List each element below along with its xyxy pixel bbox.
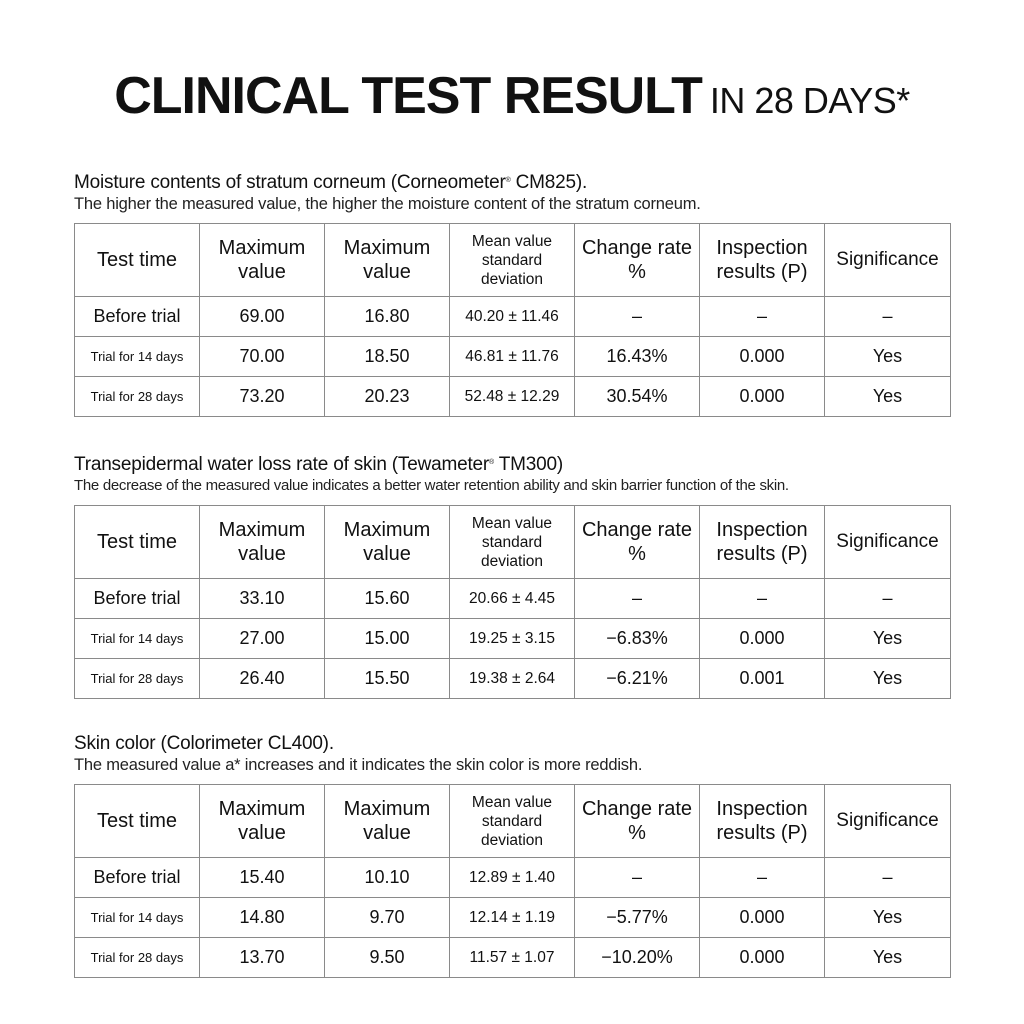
cell-p: 0.000 — [700, 938, 825, 978]
registered-mark: ® — [505, 177, 511, 184]
row-label: Before trial — [75, 858, 200, 898]
cell-max2: 18.50 — [325, 337, 450, 377]
cell-max2: 20.23 — [325, 377, 450, 417]
cell-max1: 70.00 — [200, 337, 325, 377]
cell-p: 0.000 — [700, 377, 825, 417]
cell-change: – — [575, 579, 700, 619]
cell-mean: 12.89 ± 1.40 — [450, 858, 575, 898]
cell-significance: Yes — [825, 377, 951, 417]
header-significance: Significance — [825, 785, 951, 858]
cell-max2: 9.50 — [325, 938, 450, 978]
header-maximum-value: Maximum value — [200, 224, 325, 297]
cell-mean: 40.20 ± 11.46 — [450, 297, 575, 337]
section-skin-color — [74, 731, 950, 978]
row-label: Trial for 14 days — [75, 898, 200, 938]
registered-mark: ® — [489, 459, 495, 466]
cell-mean: 12.14 ± 1.19 — [450, 898, 575, 938]
cell-p: 0.000 — [700, 337, 825, 377]
cell-p: 0.000 — [700, 898, 825, 938]
row-label: Before trial — [75, 297, 200, 337]
header-change-rate: Change rate % — [575, 785, 700, 858]
header-inspection-results: Inspection results (P) — [700, 785, 825, 858]
cell-significance: – — [825, 579, 951, 619]
cell-max2: 15.50 — [325, 659, 450, 699]
cell-p: – — [700, 579, 825, 619]
section-description: The measured value a* increases and it indicates the skin color is more reddish. — [74, 756, 643, 774]
results-table — [74, 223, 951, 417]
table-header-row — [75, 785, 951, 858]
cell-p: 0.001 — [700, 659, 825, 699]
cell-max1: 14.80 — [200, 898, 325, 938]
header-maximum-value: Maximum value — [325, 506, 450, 579]
results-table — [74, 505, 951, 699]
cell-change: – — [575, 297, 700, 337]
table-row — [75, 938, 951, 978]
header-maximum-value: Maximum value — [325, 224, 450, 297]
section-description: The higher the measured value, the higher the moisture content of the stratum corneum. — [74, 195, 701, 213]
section-heading: Transepidermal water loss rate of skin (Tewameter® TM300) — [74, 454, 564, 475]
cell-significance: Yes — [825, 898, 951, 938]
cell-max2: 9.70 — [325, 898, 450, 938]
header-mean-value: Mean value standard deviation — [450, 785, 575, 858]
header-change-rate: Change rate % — [575, 506, 700, 579]
cell-max2: 15.60 — [325, 579, 450, 619]
table-row — [75, 659, 951, 699]
cell-max1: 27.00 — [200, 619, 325, 659]
cell-significance: Yes — [825, 619, 951, 659]
cell-change: 30.54% — [575, 377, 700, 417]
section-heading: Skin color (Colorimeter CL400). — [74, 733, 334, 754]
cell-significance: Yes — [825, 659, 951, 699]
header-maximum-value: Maximum value — [200, 785, 325, 858]
table-row — [75, 898, 951, 938]
cell-mean: 19.38 ± 2.64 — [450, 659, 575, 699]
cell-mean: 46.81 ± 11.76 — [450, 337, 575, 377]
header-inspection-results: Inspection results (P) — [700, 224, 825, 297]
table-row — [75, 579, 951, 619]
header-significance: Significance — [825, 224, 951, 297]
cell-change: – — [575, 858, 700, 898]
cell-p: – — [700, 858, 825, 898]
row-label: Trial for 14 days — [75, 337, 200, 377]
header-test-time: Test time — [75, 785, 200, 858]
table-row — [75, 377, 951, 417]
cell-p: 0.000 — [700, 619, 825, 659]
row-label: Trial for 28 days — [75, 659, 200, 699]
cell-mean: 52.48 ± 12.29 — [450, 377, 575, 417]
table-header-row — [75, 224, 951, 297]
cell-max1: 15.40 — [200, 858, 325, 898]
cell-max2: 16.80 — [325, 297, 450, 337]
row-label: Trial for 14 days — [75, 619, 200, 659]
cell-max2: 10.10 — [325, 858, 450, 898]
row-label: Trial for 28 days — [75, 377, 200, 417]
section-moisture — [74, 170, 950, 417]
cell-significance: Yes — [825, 337, 951, 377]
cell-mean: 11.57 ± 1.07 — [450, 938, 575, 978]
table-row — [75, 297, 951, 337]
page-title-sub: IN 28 DAYS* — [709, 80, 910, 121]
row-label: Before trial — [75, 579, 200, 619]
cell-max2: 15.00 — [325, 619, 450, 659]
cell-mean: 20.66 ± 4.45 — [450, 579, 575, 619]
header-inspection-results: Inspection results (P) — [700, 506, 825, 579]
cell-change: 16.43% — [575, 337, 700, 377]
header-mean-value: Mean value standard deviation — [450, 224, 575, 297]
cell-max1: 69.00 — [200, 297, 325, 337]
cell-change: −10.20% — [575, 938, 700, 978]
section-description: The decrease of the measured value indicates a better water retention ability and skin barrier function of the skin. — [74, 477, 789, 494]
header-mean-value: Mean value standard deviation — [450, 506, 575, 579]
cell-max1: 13.70 — [200, 938, 325, 978]
cell-max1: 26.40 — [200, 659, 325, 699]
table-row — [75, 337, 951, 377]
table-row — [75, 619, 951, 659]
header-test-time: Test time — [75, 224, 200, 297]
cell-significance: – — [825, 297, 951, 337]
cell-change: −6.21% — [575, 659, 700, 699]
cell-max1: 73.20 — [200, 377, 325, 417]
cell-p: – — [700, 297, 825, 337]
cell-change: −6.83% — [575, 619, 700, 659]
cell-significance: Yes — [825, 938, 951, 978]
cell-mean: 19.25 ± 3.15 — [450, 619, 575, 659]
page-title — [0, 67, 1024, 125]
row-label: Trial for 28 days — [75, 938, 200, 978]
results-table — [74, 784, 951, 978]
section-tewl — [74, 452, 950, 699]
section-heading: Moisture contents of stratum corneum (Corneometer® CM825). — [74, 172, 588, 193]
cell-max1: 33.10 — [200, 579, 325, 619]
header-test-time: Test time — [75, 506, 200, 579]
cell-change: −5.77% — [575, 898, 700, 938]
header-maximum-value: Maximum value — [200, 506, 325, 579]
cell-significance: – — [825, 858, 951, 898]
header-maximum-value: Maximum value — [325, 785, 450, 858]
table-header-row — [75, 506, 951, 579]
table-row — [75, 858, 951, 898]
page-title-main: CLINICAL TEST RESULT — [114, 67, 702, 125]
header-change-rate: Change rate % — [575, 224, 700, 297]
header-significance: Significance — [825, 506, 951, 579]
